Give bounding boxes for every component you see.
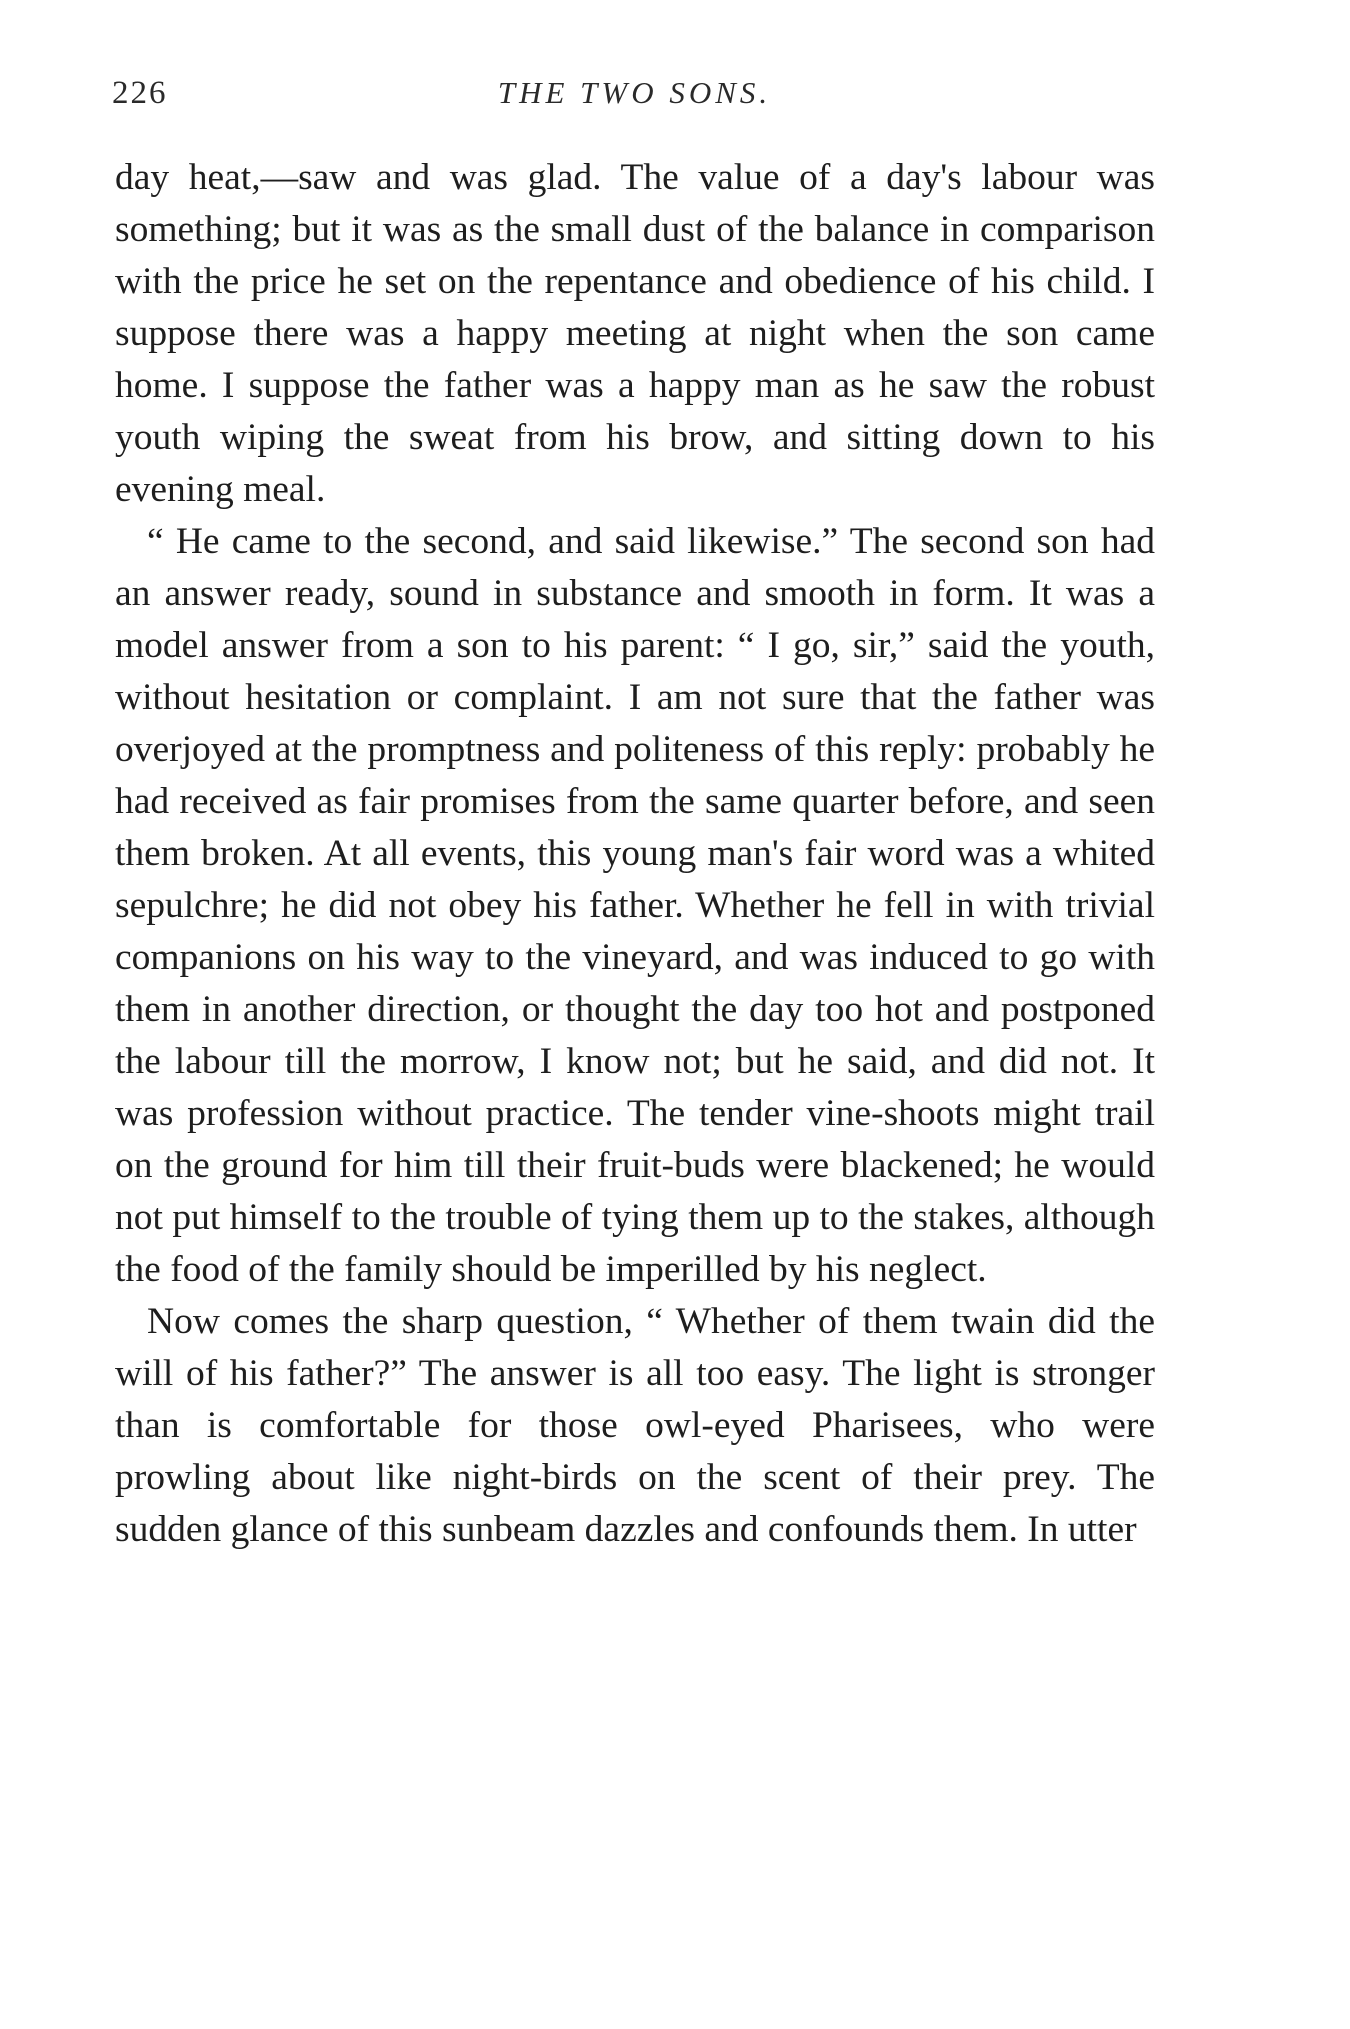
body-text [115, 152, 1155, 1556]
paragraph-question: Now comes the sharp question, “ Whether of them twain did the will of his father?” The answer is all too easy. The light is stronger than is comfortable for those owl-eyed Pharisees, who were prowling about like night-birds on the scent of their prey. The sudden glance of this sunbeam dazzles and confounds them. In utter [115, 1301, 1155, 1550]
paragraph-second-son: “ He came to the second, and said likewise.” The second son had an answer ready, sound in substance and smooth in form. It was a model answer from a son to his parent: “ I go, sir,” said the youth, without hesitation or complaint. I am not sure that the father was overjoyed at the promptness and politeness of this reply: probably he had received as fair promises from the same quarter before, and seen them broken. At all events, this young man's fair word was a whited sepulchre; he did not obey his father. Whether he fell in with trivial companions on his way to the vineyard, and was induced to go with them in another direction, or thought the day too hot and postponed the labour till the morrow, I know not; but he said, and did not. It was profession without practice. The tender vine-shoots might trail on the ground for him till their fruit-buds were blackened; he would not put himself to the trouble of tying them up to the stakes, although the food of the family should be imperilled by his neglect. [115, 521, 1155, 1290]
running-title: THE TWO SONS. [497, 75, 772, 110]
paragraph-continued: day heat,—saw and was glad. The value of a day's labour was something; but it was as the small dust of the balance in comparison with the price he set on the repentance and obedience of his child. I suppose there was a happy meeting at night when the son came home. I suppose the father was a happy man as he saw the robust youth wiping the sweat from his brow, and sitting down to his evening meal. [115, 157, 1155, 510]
page-number: 226 [112, 75, 168, 111]
page-header [112, 75, 1157, 125]
